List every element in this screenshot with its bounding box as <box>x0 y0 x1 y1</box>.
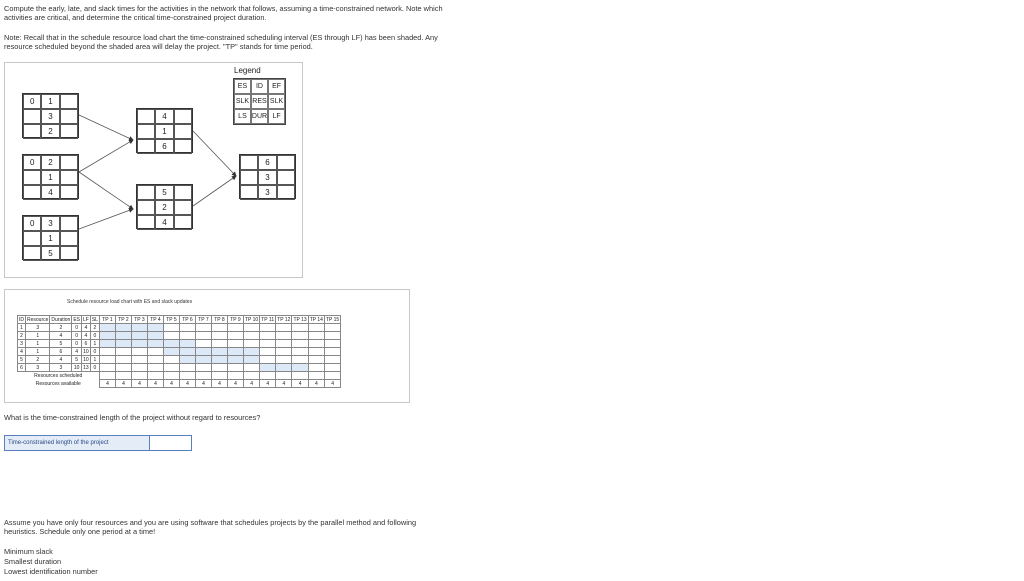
intro-line-1: Compute the early, late, and slack times for the activities in the network that follows, assuming a time-constrained network. Note which <box>4 4 443 13</box>
node-cell: 1 <box>155 124 173 139</box>
schedule-cell: 1 <box>26 332 50 340</box>
resources-scheduled-cell <box>195 372 211 380</box>
schedule-cell: 2 <box>90 324 99 332</box>
schedule-header-cell: TP 9 <box>227 316 243 324</box>
resources-scheduled-cell <box>276 372 292 380</box>
legend-ef: EF <box>268 79 285 94</box>
schedule-empty-cell <box>195 324 211 332</box>
schedule-empty-cell <box>195 332 211 340</box>
legend-es: ES <box>234 79 251 94</box>
schedule-shaded-cell <box>292 364 308 372</box>
assume-line-2: heuristics. Schedule only one period at a time! <box>4 527 156 536</box>
schedule-header-cell: SL <box>91 316 98 323</box>
schedule-empty-cell <box>211 324 227 332</box>
schedule-empty-cell <box>324 324 340 332</box>
node-cell: 5 <box>41 246 59 261</box>
schedule-empty-cell <box>292 348 308 356</box>
node-cell: 4 <box>155 109 173 124</box>
resources-scheduled-cell <box>260 372 276 380</box>
schedule-shaded-cell <box>163 340 179 348</box>
schedule-empty-cell <box>308 356 324 364</box>
node-cell: 2 <box>41 124 59 139</box>
schedule-empty-cell <box>276 332 292 340</box>
schedule-shaded-cell <box>131 324 147 332</box>
schedule-cell: 1 <box>90 356 99 364</box>
schedule-empty-cell <box>227 324 243 332</box>
schedule-header-cell: TP 2 <box>115 316 131 324</box>
node-cell: 4 <box>155 215 173 230</box>
arrow-2-4 <box>79 140 133 172</box>
node-5 <box>136 184 193 229</box>
schedule-header-cell: ES <box>73 316 80 323</box>
resources-available-cell: 4 <box>211 380 227 388</box>
node-cell <box>277 155 295 170</box>
node-cell <box>137 139 155 154</box>
resources-available-cell: 4 <box>131 380 147 388</box>
schedule-cell: 4 <box>18 348 26 356</box>
node-cell: 0 <box>23 94 41 109</box>
node-cell <box>60 216 78 231</box>
node-cell <box>174 109 192 124</box>
schedule-empty-cell <box>115 364 131 372</box>
schedule-header-row <box>18 316 341 324</box>
schedule-cell: 3 <box>18 340 26 348</box>
node-cell: 5 <box>155 185 173 200</box>
schedule-empty-cell <box>308 340 324 348</box>
schedule-empty-cell <box>324 348 340 356</box>
resources-scheduled-cell <box>243 372 259 380</box>
schedule-header-cell: TP 6 <box>179 316 195 324</box>
schedule-row <box>18 324 341 332</box>
schedule-cell: 0 <box>72 324 82 332</box>
schedule-shaded-cell <box>99 340 115 348</box>
schedule-shaded-cell <box>147 324 163 332</box>
node-cell <box>60 246 78 261</box>
schedule-cell: 10 <box>72 364 82 372</box>
schedule-shaded-cell <box>179 340 195 348</box>
arrow-3-5 <box>79 209 133 229</box>
schedule-shaded-cell <box>243 356 259 364</box>
heuristic-lowest-id: Lowest identification number <box>4 567 98 576</box>
schedule-shaded-cell <box>147 340 163 348</box>
resources-scheduled-cell <box>99 372 115 380</box>
schedule-empty-cell <box>211 332 227 340</box>
schedule-cell: 1 <box>26 348 50 356</box>
answer-row <box>4 435 192 451</box>
resources-scheduled-cell <box>324 372 340 380</box>
node-3 <box>22 215 79 260</box>
resources-available-cell: 4 <box>260 380 276 388</box>
schedule-row <box>18 332 341 340</box>
schedule-empty-cell <box>211 340 227 348</box>
schedule-shaded-cell <box>147 332 163 340</box>
schedule-empty-cell <box>243 364 259 372</box>
schedule-cell: 4 <box>50 356 72 364</box>
legend-dur: DUR <box>251 109 268 124</box>
schedule-empty-cell <box>308 348 324 356</box>
schedule-cell: 1 <box>26 340 50 348</box>
node-cell <box>137 185 155 200</box>
resources-available-cell: 4 <box>308 380 324 388</box>
schedule-shaded-cell <box>179 356 195 364</box>
resources-scheduled-cell <box>292 372 308 380</box>
node-cell <box>174 124 192 139</box>
schedule-shaded-cell <box>227 356 243 364</box>
schedule-cell: 0 <box>72 340 82 348</box>
resources-available-cell: 4 <box>115 380 131 388</box>
schedule-empty-cell <box>163 324 179 332</box>
schedule-shaded-cell <box>211 348 227 356</box>
schedule-empty-cell <box>324 356 340 364</box>
resources-scheduled-cell <box>131 372 147 380</box>
schedule-empty-cell <box>260 356 276 364</box>
legend-ls: LS <box>234 109 251 124</box>
node-cell <box>240 155 258 170</box>
schedule-shaded-cell <box>115 340 131 348</box>
resources-scheduled-cell <box>211 372 227 380</box>
schedule-empty-cell <box>99 364 115 372</box>
schedule-cell: 1 <box>18 324 26 332</box>
schedule-row <box>18 340 341 348</box>
schedule-empty-cell <box>131 348 147 356</box>
network-diagram <box>4 62 303 278</box>
answer-input[interactable] <box>149 436 191 450</box>
schedule-cell: 2 <box>18 332 26 340</box>
legend-slk: SLK <box>234 94 251 109</box>
schedule-empty-cell <box>147 364 163 372</box>
resources-available-cell: 4 <box>195 380 211 388</box>
node-cell <box>240 185 258 200</box>
schedule-header-cell: TP 5 <box>163 316 179 324</box>
legend-lf: LF <box>268 109 285 124</box>
schedule-header-cell: TP 12 <box>277 316 291 323</box>
schedule-empty-cell <box>115 356 131 364</box>
resources-available-cell: 4 <box>227 380 243 388</box>
schedule-empty-cell <box>243 324 259 332</box>
schedule-empty-cell <box>292 340 308 348</box>
schedule-empty-cell <box>211 364 227 372</box>
schedule-cell: 3 <box>26 324 50 332</box>
node-cell <box>23 124 41 139</box>
resources-scheduled-cell <box>163 372 179 380</box>
resources-scheduled-row <box>18 372 341 380</box>
schedule-row <box>18 356 341 364</box>
node-cell <box>60 231 78 246</box>
arrow-1-4 <box>79 115 133 140</box>
node-cell <box>277 170 295 185</box>
schedule-header-cell: TP 7 <box>195 316 211 324</box>
schedule-empty-cell <box>324 364 340 372</box>
schedule-cell: 4 <box>81 332 90 340</box>
node-cell: 3 <box>41 216 59 231</box>
node-cell <box>137 200 155 215</box>
schedule-empty-cell <box>276 348 292 356</box>
node-6 <box>239 154 296 199</box>
arrow-2-5 <box>79 172 133 209</box>
schedule-cell: 10 <box>83 356 89 363</box>
arrow-5-6 <box>193 176 236 206</box>
schedule-empty-cell <box>292 324 308 332</box>
schedule-shaded-cell <box>131 332 147 340</box>
schedule-shaded-cell <box>276 364 292 372</box>
arrow-4-6 <box>193 131 236 176</box>
schedule-cell: 0 <box>90 364 99 372</box>
schedule-cell: 6 <box>18 364 26 372</box>
node-cell <box>174 185 192 200</box>
schedule-header-cell: TP 14 <box>309 316 323 323</box>
legend-title: Legend <box>234 66 261 75</box>
schedule-shaded-cell <box>115 324 131 332</box>
node-cell <box>137 124 155 139</box>
schedule-header-cell: TP 13 <box>293 316 307 323</box>
node-cell <box>60 185 78 200</box>
node-cell <box>23 185 41 200</box>
schedule-empty-cell <box>179 332 195 340</box>
node-cell <box>23 231 41 246</box>
node-cell: 3 <box>258 185 276 200</box>
schedule-cell: 2 <box>50 324 72 332</box>
schedule-shaded-cell <box>260 364 276 372</box>
schedule-empty-cell <box>292 332 308 340</box>
schedule-empty-cell <box>115 348 131 356</box>
node-cell <box>60 170 78 185</box>
resources-available-cell: 4 <box>163 380 179 388</box>
resources-available-cell: 4 <box>99 380 115 388</box>
schedule-empty-cell <box>227 364 243 372</box>
schedule-cell: 5 <box>50 340 72 348</box>
legend-slk-2: SLK <box>268 94 285 109</box>
node-cell <box>174 200 192 215</box>
schedule-empty-cell <box>195 340 211 348</box>
schedule-cell: 0 <box>90 332 99 340</box>
schedule-empty-cell <box>227 340 243 348</box>
resources-available-cell: 4 <box>276 380 292 388</box>
legend-res: RES <box>251 94 268 109</box>
node-cell <box>240 170 258 185</box>
schedule-header-cell: LF <box>82 316 89 323</box>
schedule-header-cell: TP 15 <box>325 316 340 323</box>
schedule-empty-cell <box>147 348 163 356</box>
legend-box <box>233 78 286 125</box>
schedule-cell: 5 <box>72 356 82 364</box>
node-cell <box>23 109 41 124</box>
schedule-empty-cell <box>163 356 179 364</box>
schedule-empty-cell <box>163 364 179 372</box>
heuristic-minimum-slack: Minimum slack <box>4 547 53 556</box>
schedule-cell: 3 <box>50 364 72 372</box>
schedule-empty-cell <box>308 332 324 340</box>
schedule-cell: 2 <box>26 356 50 364</box>
schedule-empty-cell <box>243 332 259 340</box>
schedule-cell: 0 <box>72 332 82 340</box>
node-cell: 4 <box>41 185 59 200</box>
node-cell <box>23 170 41 185</box>
schedule-shaded-cell <box>131 340 147 348</box>
schedule-shaded-cell <box>115 332 131 340</box>
schedule-shaded-cell <box>211 356 227 364</box>
node-cell <box>23 246 41 261</box>
node-cell <box>60 124 78 139</box>
schedule-shaded-cell <box>99 324 115 332</box>
resources-scheduled-cell <box>179 372 195 380</box>
schedule-empty-cell <box>131 356 147 364</box>
node-cell <box>277 185 295 200</box>
note-line-2: resource scheduled beyond the shaded area will delay the project. "TP" stands for time period. <box>4 42 313 51</box>
schedule-header-cell: TP 10 <box>244 316 259 323</box>
answer-label: Time-constrained length of the project <box>5 436 149 450</box>
node-cell: 3 <box>41 109 59 124</box>
resources-available-cell: 4 <box>243 380 259 388</box>
schedule-empty-cell <box>195 364 211 372</box>
heuristic-smallest-duration: Smallest duration <box>4 557 62 566</box>
schedule-cell: 6 <box>81 340 90 348</box>
schedule-row <box>18 364 341 372</box>
note-line-1: Note: Recall that in the schedule resource load chart the time-constrained scheduling interval (ES through LF) has been shaded. Any <box>4 33 438 42</box>
schedule-cell: 5 <box>18 356 26 364</box>
schedule-cell: 3 <box>26 364 50 372</box>
schedule-empty-cell <box>163 332 179 340</box>
schedule-shaded-cell <box>195 348 211 356</box>
schedule-empty-cell <box>292 356 308 364</box>
schedule-empty-cell <box>99 348 115 356</box>
schedule-table <box>17 315 341 388</box>
node-cell: 6 <box>155 139 173 154</box>
schedule-header-cell: Duration <box>51 316 71 323</box>
node-2 <box>22 154 79 199</box>
schedule-cell: 6 <box>50 348 72 356</box>
schedule-empty-cell <box>147 356 163 364</box>
schedule-header-cell: TP 11 <box>261 316 275 323</box>
resources-scheduled-cell <box>227 372 243 380</box>
node-cell: 1 <box>41 94 59 109</box>
legend-id: ID <box>251 79 268 94</box>
schedule-empty-cell <box>99 356 115 364</box>
schedule-empty-cell <box>179 364 195 372</box>
schedule-header-cell: TP 1 <box>99 316 115 324</box>
node-cell <box>60 109 78 124</box>
schedule-empty-cell <box>260 340 276 348</box>
node-cell: 1 <box>41 231 59 246</box>
node-cell <box>137 109 155 124</box>
schedule-cell: 10 <box>83 348 89 355</box>
schedule-empty-cell <box>276 340 292 348</box>
assume-line-1: Assume you have only four resources and you are using software that schedules projects by the parallel method and following <box>4 518 417 527</box>
schedule-header-cell: TP 3 <box>131 316 147 324</box>
schedule-empty-cell <box>308 364 324 372</box>
schedule-shaded-cell <box>227 348 243 356</box>
node-cell <box>60 94 78 109</box>
node-cell <box>60 155 78 170</box>
schedule-header-cell: TP 8 <box>211 316 227 324</box>
schedule-empty-cell <box>276 356 292 364</box>
schedule-empty-cell <box>324 332 340 340</box>
schedule-empty-cell <box>276 324 292 332</box>
question-text: What is the time-constrained length of the project without regard to resources? <box>4 413 261 422</box>
node-cell: 1 <box>41 170 59 185</box>
schedule-empty-cell <box>131 364 147 372</box>
schedule-row <box>18 348 341 356</box>
node-cell: 0 <box>23 155 41 170</box>
schedule-empty-cell <box>260 332 276 340</box>
intro-line-2: activities are critical, and determine the critical time-constrained project duration. <box>4 13 267 22</box>
schedule-empty-cell <box>308 324 324 332</box>
resources-available-cell: 4 <box>324 380 340 388</box>
node-cell <box>174 215 192 230</box>
resources-available-row <box>18 380 341 388</box>
resources-available-cell: 4 <box>147 380 163 388</box>
node-cell: 0 <box>23 216 41 231</box>
schedule-cell: 13 <box>83 364 89 371</box>
node-cell: 2 <box>155 200 173 215</box>
schedule-cell: 4 <box>81 324 90 332</box>
schedule-shaded-cell <box>195 356 211 364</box>
node-cell: 2 <box>41 155 59 170</box>
schedule-cell: 4 <box>50 332 72 340</box>
resources-available-cell: 4 <box>292 380 308 388</box>
schedule-empty-cell <box>260 324 276 332</box>
resources-scheduled-label: Resources scheduled <box>34 372 83 379</box>
schedule-cell: 1 <box>90 340 99 348</box>
schedule-empty-cell <box>179 324 195 332</box>
schedule-empty-cell <box>260 348 276 356</box>
schedule-cell: 0 <box>90 348 99 356</box>
schedule-shaded-cell <box>243 348 259 356</box>
resources-available-cell: 4 <box>179 380 195 388</box>
node-cell <box>174 139 192 154</box>
node-cell: 6 <box>258 155 276 170</box>
schedule-cell: 4 <box>72 348 82 356</box>
node-4 <box>136 108 193 153</box>
schedule-header-cell: TP 4 <box>147 316 163 324</box>
resources-scheduled-cell <box>147 372 163 380</box>
node-cell: 3 <box>258 170 276 185</box>
schedule-empty-cell <box>243 340 259 348</box>
resources-scheduled-cell <box>308 372 324 380</box>
resources-available-label: Resources available <box>35 380 81 387</box>
schedule-header-cell: Resource <box>27 316 49 323</box>
schedule-shaded-cell <box>179 348 195 356</box>
node-cell <box>137 215 155 230</box>
schedule-empty-cell <box>227 332 243 340</box>
schedule-shaded-cell <box>99 332 115 340</box>
schedule-header-cell: ID <box>19 316 24 323</box>
schedule-title: Schedule resource load chart with ES and slack updates <box>67 299 193 305</box>
resources-scheduled-cell <box>115 372 131 380</box>
node-1 <box>22 93 79 138</box>
schedule-panel <box>4 289 410 403</box>
schedule-empty-cell <box>324 340 340 348</box>
schedule-shaded-cell <box>163 348 179 356</box>
